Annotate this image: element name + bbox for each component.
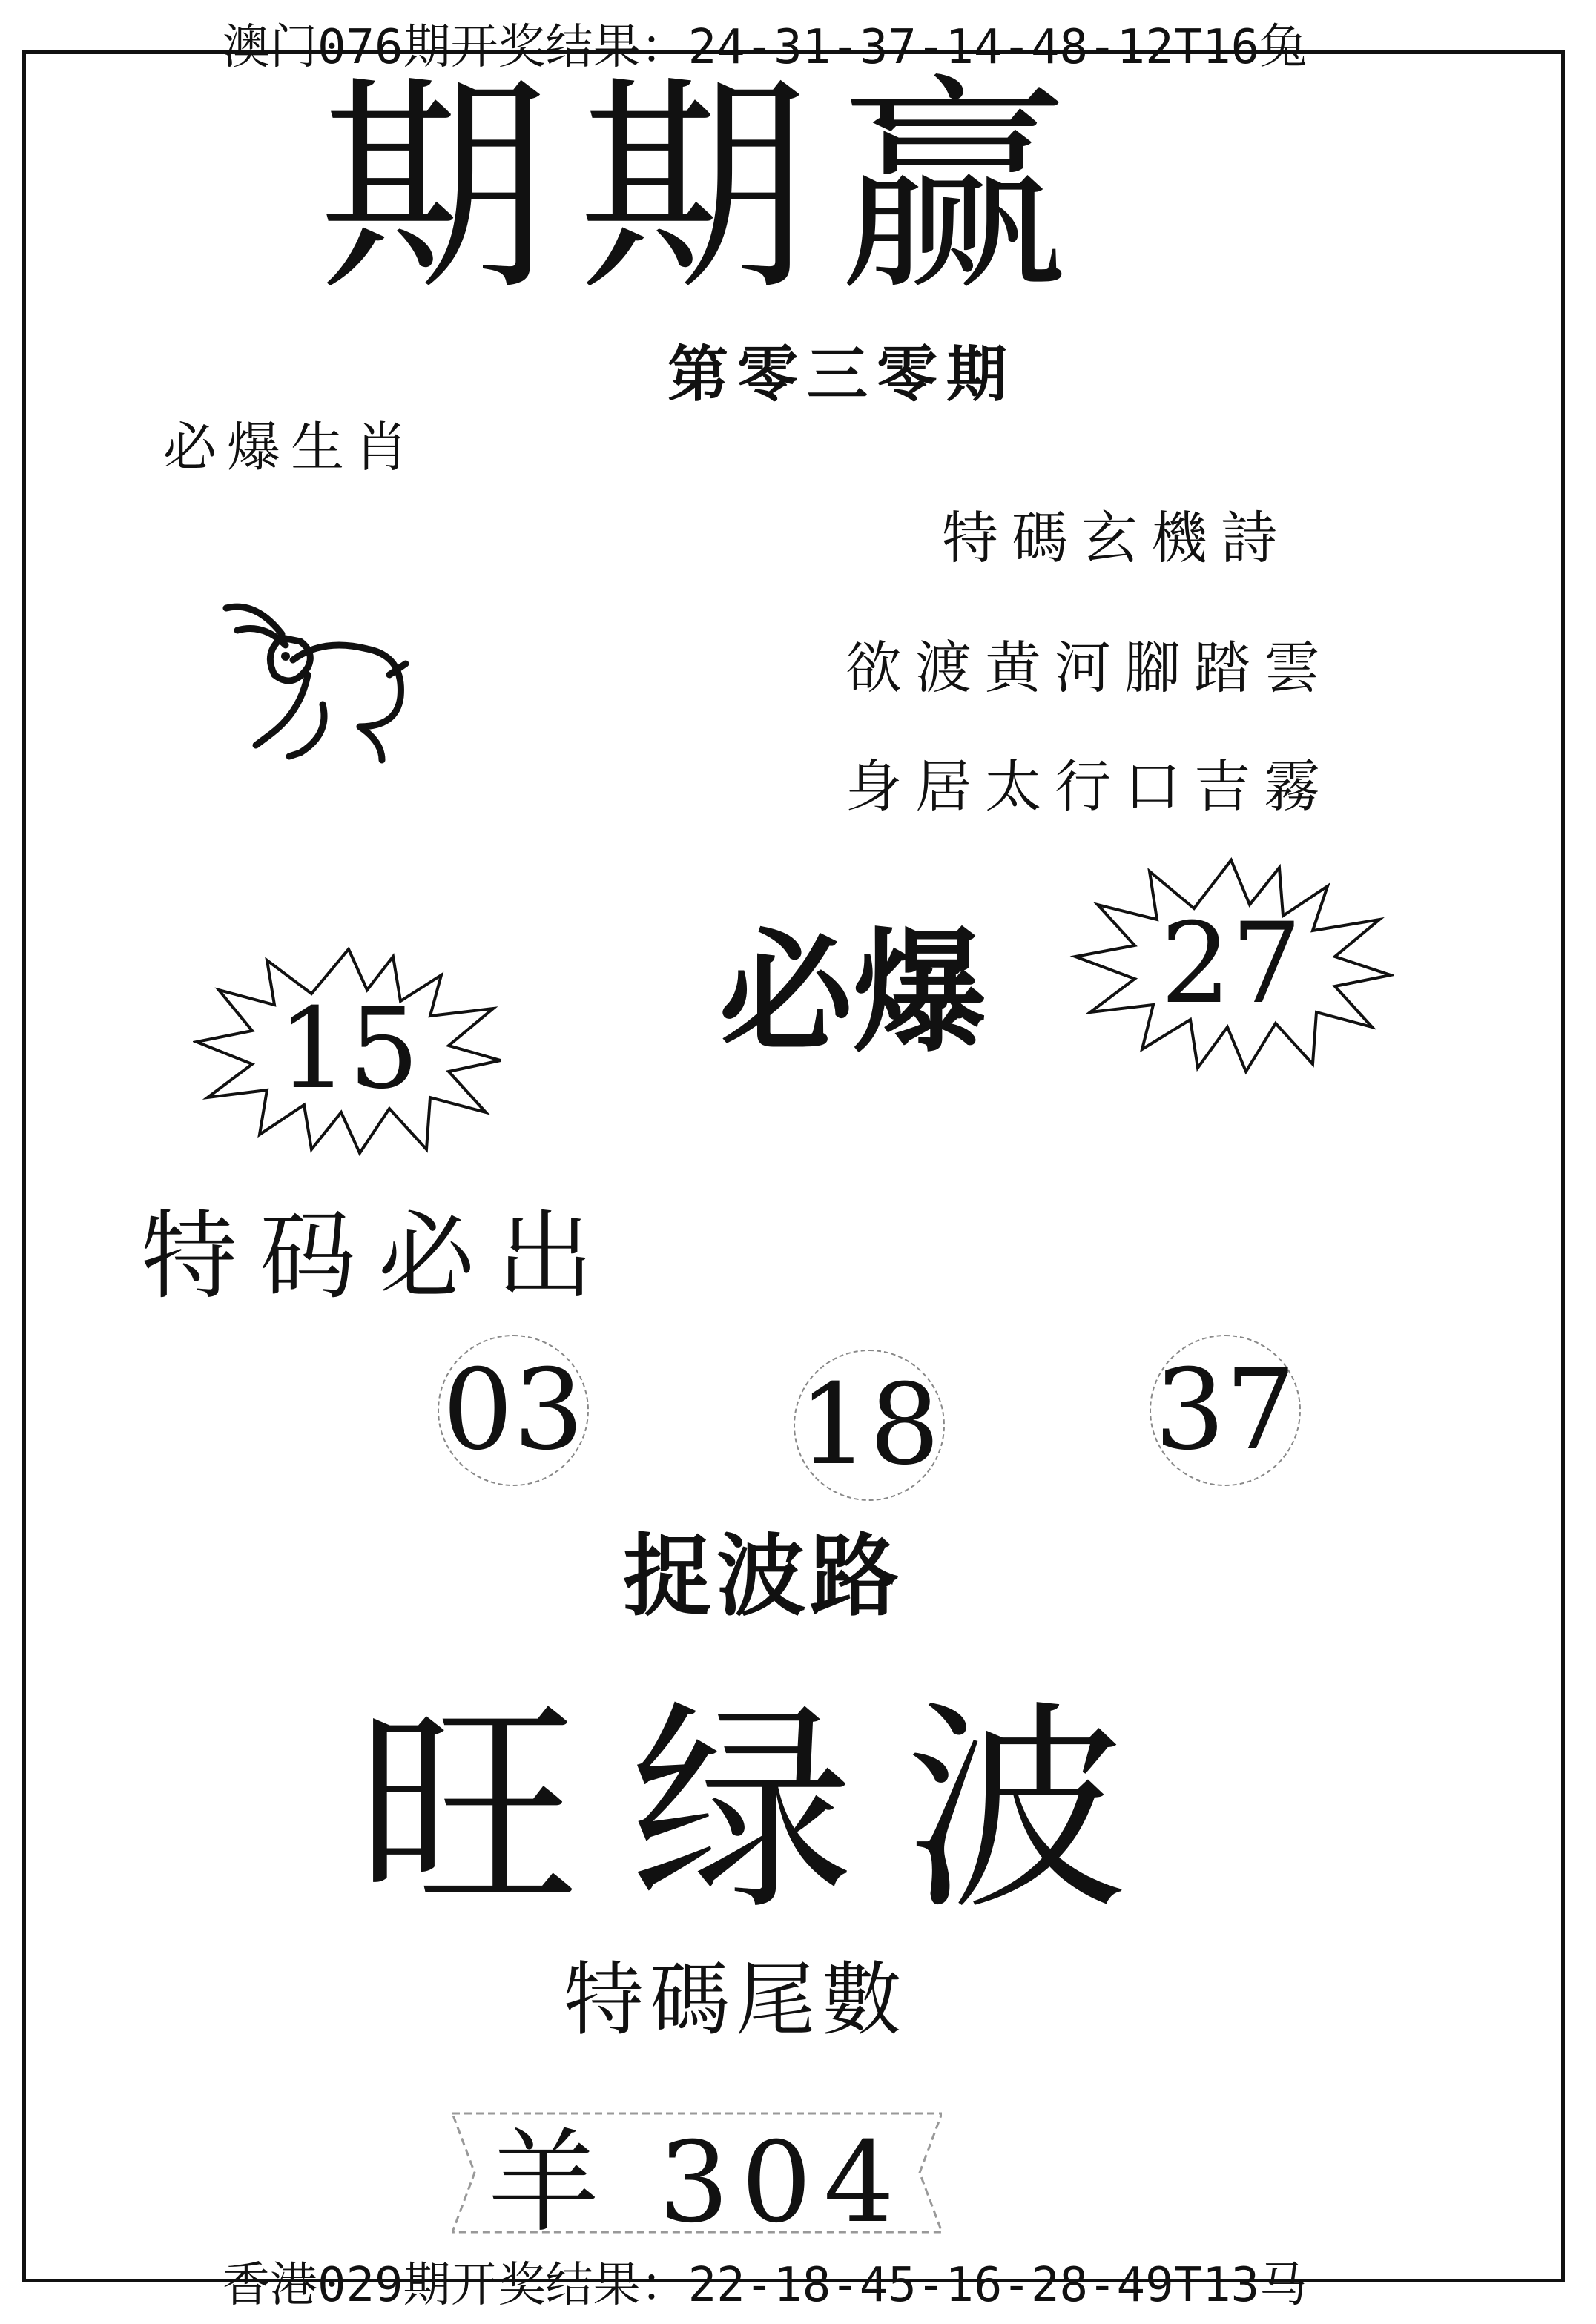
special-number-label: 特码必出 [141,1200,616,1313]
page-title: 期期赢 [319,55,1098,323]
special-number-ball: 03 [438,1335,589,1486]
poem-line: 欲渡黄河腳踏雲 [845,635,1333,701]
top-result-banner: 澳门076期开奖结果：24-31-37-14-48-12T16兔 [222,20,1308,75]
poem-line: 身居太行口吉霧 [845,753,1333,819]
tail-number-box [452,2106,942,2248]
starburst-number-15 [193,942,504,1157]
wave-label: 捉波路 [623,1525,903,1628]
burst-number: 15 [277,985,420,1114]
issue-number: 第零三零期 [667,339,1017,410]
special-number-ball: 18 [794,1350,945,1501]
burst-number: 27 [1160,899,1302,1029]
zodiac-label: 必爆生肖 [163,416,419,478]
bottom-result-banner: 香港029期开奖结果：22-18-45-16-28-49T13马 [222,2258,1308,2313]
tail-number-label: 特碼尾數 [564,1954,909,2047]
must-explode-label: 必爆 [719,916,987,1071]
wave-value: 旺绿波 [356,1681,1179,1940]
tail-number-value: 羊 304 [488,2119,906,2248]
poem-title: 特碼玄機詩 [942,505,1290,571]
starburst-number-27 [1068,853,1394,1075]
rabbit-icon [211,586,426,771]
special-number-ball: 37 [1150,1335,1301,1486]
